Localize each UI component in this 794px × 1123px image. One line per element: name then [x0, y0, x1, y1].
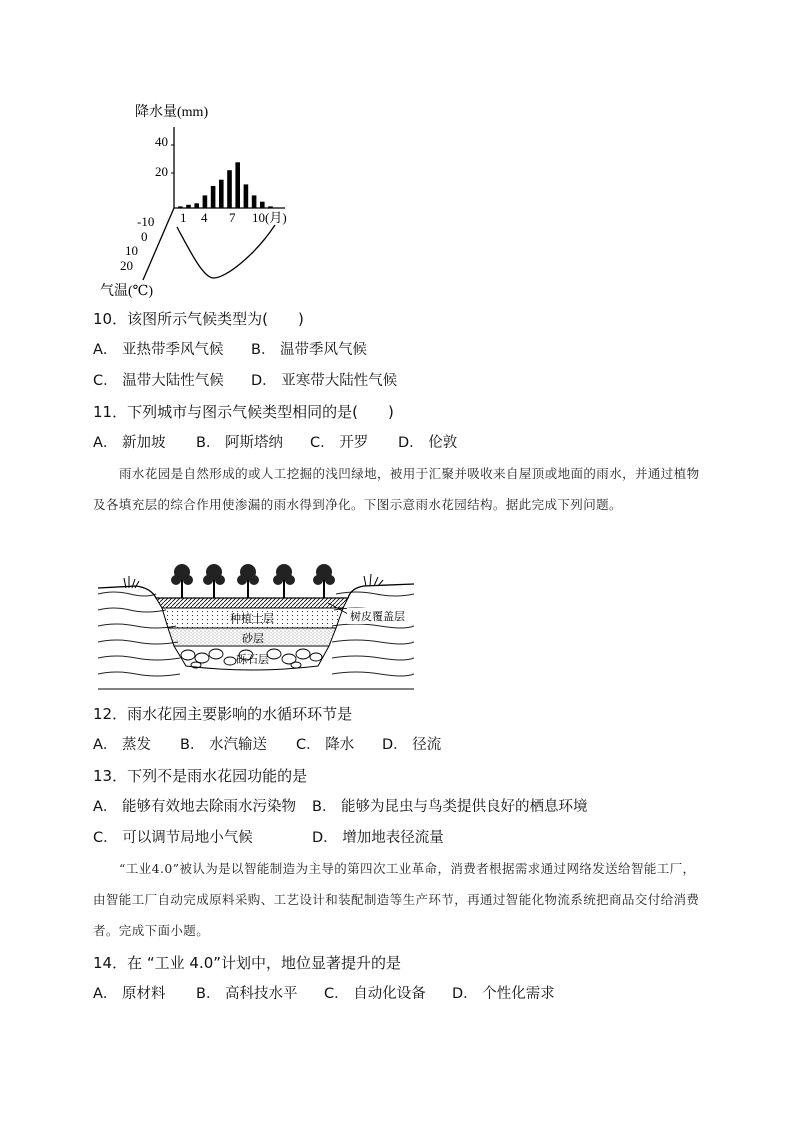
temp-tick-label-10: 10	[125, 243, 138, 258]
precip-bars	[178, 162, 273, 208]
question-11-option-a[interactable]: A． 新加坡	[93, 435, 166, 451]
question-10-option-a[interactable]: A． 亚热带季风气候	[93, 342, 224, 358]
question-13-stem: 13．下列不是雨水花园功能的是	[93, 767, 308, 785]
question-12-option-d[interactable]: D． 径流	[382, 737, 442, 753]
month-tick-1: 1	[180, 210, 187, 225]
question-11-option-c[interactable]: C． 开罗	[310, 435, 369, 451]
question-14-option-c[interactable]: C． 自动化设备	[324, 986, 426, 1002]
precip-bar-month-4	[203, 195, 208, 208]
precip-bar-month-11	[260, 202, 265, 208]
label-gravel: 砾石层	[236, 654, 269, 666]
question-14-option-b[interactable]: B． 高科技水平	[196, 986, 298, 1002]
question-12-option-c[interactable]: C． 降水	[296, 737, 355, 753]
passage-rain-garden: 雨水花园是自然形成的或人工挖掘的浅凹绿地，被用于汇聚并吸收来自屋顶或地面的雨水，并通过植物及各填充层的综合作用使渗漏的雨水得到净化。下图示意雨水花园结构。据此完成下列问题。	[93, 466, 700, 512]
month-tick-4: 4	[201, 210, 208, 225]
climate-chart	[95, 95, 305, 305]
question-13-option-d[interactable]: D． 增加地表径流量	[312, 830, 444, 846]
month-tick-7: 7	[229, 210, 236, 225]
precip-bar-month-8	[235, 162, 240, 208]
question-10-stem: 10．该图所示气候类型为( )	[93, 310, 304, 328]
precip-axis-label: 降水量(mm)	[135, 105, 209, 120]
month-tick-10: 10(月)	[252, 210, 287, 225]
question-11-stem: 11．下列城市与图示气候类型相同的是( )	[93, 403, 394, 421]
precip-tick-label-20: 20	[155, 164, 168, 179]
precip-tick-label-40: 40	[155, 134, 168, 149]
question-10-option-b[interactable]: B． 温带季风气候	[251, 342, 368, 358]
question-14-stem: 14．在 “工业 4.0”计划中，地位显著提升的是	[93, 954, 402, 972]
passage-industry-4: “工业4.0”被认为是以智能制造为主导的第四次工业革命，消费者根据需求通过网络发送给智能工厂，由智能工厂自动完成原料采购、工艺设计和装配制造等生产环节，再通过智能化物流系统把商品交付给消费者。完成下面小题。	[93, 861, 700, 938]
rain-garden-diagram	[96, 558, 418, 693]
label-planting-soil: 种植土层	[230, 613, 274, 625]
precip-bar-month-9	[244, 184, 249, 208]
precip-bar-month-7	[227, 170, 232, 208]
precip-bar-month-6	[219, 180, 224, 208]
precip-bar-month-3	[194, 203, 199, 208]
precip-bar-month-10	[252, 195, 257, 208]
bark-mulch-layer	[156, 598, 348, 608]
temp-tick-label-20: 20	[120, 258, 133, 273]
question-13-option-b[interactable]: B． 能够为昆虫与鸟类提供良好的栖息环境	[312, 799, 588, 815]
question-12-option-b[interactable]: B． 水汽输送	[180, 737, 268, 753]
question-14-option-a[interactable]: A． 原材料	[93, 986, 166, 1002]
temp-axis-label: 气温(℃)	[100, 284, 153, 299]
question-12-stem: 12．雨水花园主要影响的水循环环节是	[93, 705, 353, 723]
precip-bar-month-5	[211, 186, 216, 208]
question-12-option-a[interactable]: A． 蒸发	[93, 737, 152, 753]
question-13-option-c[interactable]: C． 可以调节局地小气候	[93, 830, 253, 846]
label-sand: 砂层	[242, 633, 264, 645]
question-14-option-d[interactable]: D． 个性化需求	[452, 986, 555, 1002]
question-13-option-a[interactable]: A． 能够有效地去除雨水污染物	[93, 799, 297, 815]
question-11-option-d[interactable]: D． 伦敦	[398, 435, 458, 451]
question-10-option-c[interactable]: C． 温带大陆性气候	[93, 373, 224, 389]
temperature-curve	[177, 225, 275, 278]
temp-tick-label-0: 0	[141, 229, 148, 244]
question-11-option-b[interactable]: B． 阿斯塔纳	[196, 435, 284, 451]
question-10-option-d[interactable]: D． 亚寒带大陆性气候	[251, 373, 398, 389]
temp-tick-label-neg10: -10	[137, 214, 155, 229]
label-bark-mulch: 树皮覆盖层	[350, 611, 405, 623]
